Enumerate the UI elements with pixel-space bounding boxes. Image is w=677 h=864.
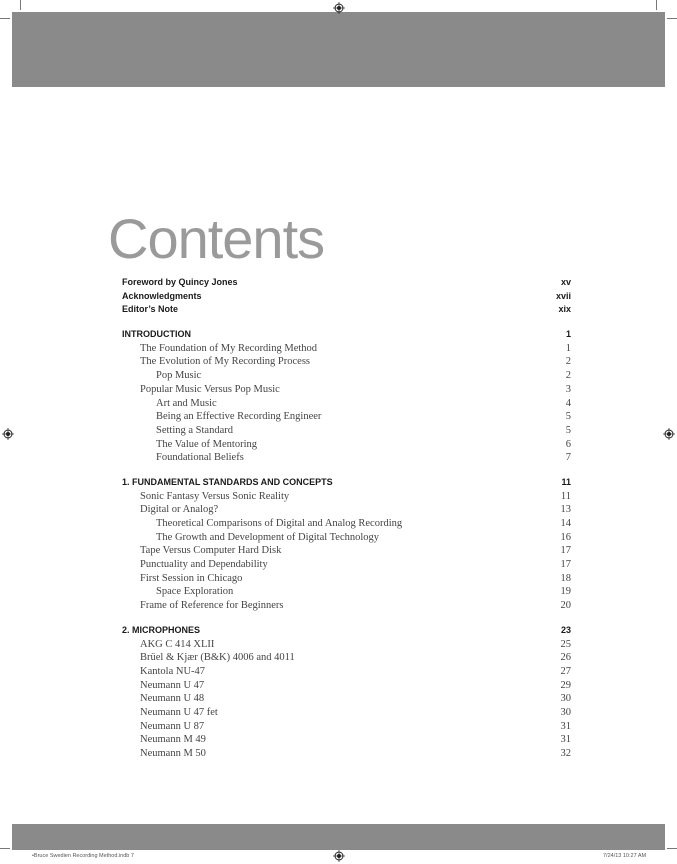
toc-entry-title: Neumann U 87 — [140, 720, 205, 732]
toc-entry-title: Neumann U 47 fet — [140, 706, 218, 718]
toc-gap — [122, 465, 571, 476]
toc-section-row — [122, 328, 571, 342]
crop-mark — [0, 848, 10, 849]
toc-page-number: 6 — [565, 438, 571, 450]
toc-page-number: 3 — [565, 383, 571, 395]
registration-mark-icon — [663, 428, 675, 440]
toc-entry-row — [122, 490, 571, 504]
toc-page-number: 5 — [565, 411, 571, 423]
slug-filename: •Bruce Swedien Recording Method.indb 7 — [32, 853, 134, 859]
toc-entry-row — [122, 369, 571, 383]
toc-entry-row — [122, 451, 571, 465]
toc-page-number: 25 — [560, 638, 571, 650]
toc-entry-row — [122, 383, 571, 397]
toc-entry-row — [122, 424, 571, 438]
toc-entry-title: Being an Effective Recording Engineer — [156, 411, 322, 423]
toc-page-number: 29 — [560, 679, 571, 691]
toc-entry-row — [122, 410, 571, 424]
toc-entry-title: Neumann M 49 — [140, 734, 206, 746]
toc-page-number: 23 — [560, 624, 571, 635]
page-title: Contents — [108, 207, 325, 270]
toc-section-row — [122, 276, 571, 290]
toc-entry-row — [122, 397, 571, 411]
registration-mark-icon — [333, 2, 345, 14]
toc-page-number: 31 — [560, 734, 571, 746]
toc-page-number: xix — [558, 304, 571, 315]
printer-footer-band — [12, 824, 665, 850]
toc-page-number: 1 — [565, 329, 571, 340]
toc-page-number: 11 — [561, 476, 571, 487]
toc-entry-title: Theoretical Comparisons of Digital and Analog Recording — [156, 518, 403, 529]
toc-entry-title: Frame of Reference for Beginners — [140, 600, 284, 612]
toc-page-number: 30 — [560, 706, 571, 718]
registration-mark-icon — [333, 850, 345, 862]
toc-entry-title: Pop Music — [156, 370, 202, 382]
toc-page-number: 5 — [565, 424, 571, 436]
toc-entry-row — [122, 438, 571, 452]
crop-mark — [20, 0, 21, 10]
toc-entry-row — [122, 599, 571, 613]
crop-mark — [667, 848, 677, 849]
toc-entry-row — [122, 585, 571, 599]
toc-section-row — [122, 303, 571, 317]
toc-entry-title: Foreword by Quincy Jones — [122, 277, 238, 287]
toc-entry-row — [122, 638, 571, 652]
toc-entry-row — [122, 720, 571, 734]
toc-entry-row — [122, 747, 571, 761]
table-of-contents — [122, 276, 571, 761]
toc-page-number: 14 — [560, 518, 571, 529]
toc-page-number: 17 — [560, 559, 571, 571]
toc-entry-title: Digital or Analog? — [140, 504, 219, 516]
toc-page-number: 19 — [560, 586, 571, 598]
toc-page-number: 7 — [565, 452, 571, 464]
toc-page-number: 32 — [560, 748, 571, 759]
toc-page-number: 20 — [560, 600, 571, 612]
toc-entry-row — [122, 665, 571, 679]
toc-entry-title: The Foundation of My Recording Method — [140, 342, 318, 354]
toc-entry-title: Brüel & Kjær (B&K) 4006 and 4011 — [140, 652, 295, 664]
toc-page-number: 26 — [560, 652, 571, 664]
toc-entry-row — [122, 355, 571, 369]
toc-entry-row — [122, 517, 571, 531]
toc-entry-row — [122, 733, 571, 747]
toc-entry-title: Kantola NU-47 — [140, 665, 206, 677]
toc-entry-title: AKG C 414 XLII — [140, 638, 215, 650]
toc-page-number: xvii — [555, 290, 571, 301]
toc-entry-title: Space Exploration — [156, 586, 234, 598]
toc-entry-title: Editor’s Note — [122, 304, 179, 315]
toc-entry-title: Popular Music Versus Pop Music — [140, 383, 280, 395]
registration-mark-icon — [2, 428, 14, 440]
toc-page-number: 2 — [565, 356, 571, 368]
toc-page-number: 1 — [565, 342, 571, 354]
toc-page-number: 30 — [560, 693, 571, 705]
toc-entry-title: The Value of Mentoring — [156, 438, 257, 450]
toc-page-number: 2 — [565, 370, 571, 382]
crop-mark — [0, 18, 10, 19]
toc-entry-row — [122, 342, 571, 356]
toc-page-number: 17 — [560, 545, 571, 557]
toc-page-number: 11 — [560, 490, 571, 502]
crop-mark — [667, 18, 677, 19]
toc-page-number: 31 — [560, 720, 571, 732]
toc-gap — [122, 613, 571, 624]
toc-page-number: 27 — [560, 665, 571, 677]
toc-page-number: 16 — [560, 531, 571, 543]
toc-entry-row — [122, 706, 571, 720]
toc-entry-row — [122, 558, 571, 572]
toc-entry-title: Neumann M 50 — [140, 748, 206, 759]
toc-entry-row — [122, 692, 571, 706]
toc-entry-title: Neumann U 47 — [140, 679, 205, 691]
toc-entry-title: The Evolution of My Recording Process — [140, 356, 311, 368]
toc-entry-row — [122, 679, 571, 693]
toc-entry-row — [122, 503, 571, 517]
toc-gap — [122, 317, 571, 328]
printer-header-band — [12, 12, 665, 87]
toc-entry-row — [122, 651, 571, 665]
toc-entry-title: First Session in Chicago — [140, 572, 243, 584]
toc-section-row — [122, 476, 571, 490]
toc-entry-title: Punctuality and Dependability — [140, 559, 268, 571]
toc-entry-title: INTRODUCTION — [122, 329, 191, 340]
toc-entry-row — [122, 531, 571, 545]
slug-date: 7/24/13 10:27 AM — [603, 853, 647, 859]
toc-entry-title: Foundational Beliefs — [156, 452, 244, 464]
toc-entry-title: Setting a Standard — [156, 424, 233, 436]
toc-entry-title: Art and Music — [156, 397, 217, 409]
toc-entry-title: Acknowledgments — [122, 290, 202, 301]
toc-entry-title: 2. MICROPHONES — [122, 624, 201, 635]
toc-page-number: 4 — [565, 397, 571, 409]
toc-entry-row — [122, 572, 571, 586]
toc-page-number: xv — [560, 277, 571, 287]
toc-page-number: 18 — [560, 572, 571, 584]
toc-entry-title: Neumann U 48 — [140, 693, 205, 705]
toc-page-number: 13 — [560, 504, 571, 516]
toc-section-row — [122, 290, 571, 304]
toc-entry-title: Sonic Fantasy Versus Sonic Reality — [140, 490, 290, 502]
toc-entry-title: The Growth and Development of Digital Technology — [156, 531, 380, 543]
toc-section-row — [122, 624, 571, 638]
toc-entry-title: 1. FUNDAMENTAL STANDARDS AND CONCEPTS — [122, 476, 333, 487]
crop-mark — [656, 0, 657, 10]
toc-entry-title: Tape Versus Computer Hard Disk — [140, 545, 282, 557]
toc-entry-row — [122, 544, 571, 558]
